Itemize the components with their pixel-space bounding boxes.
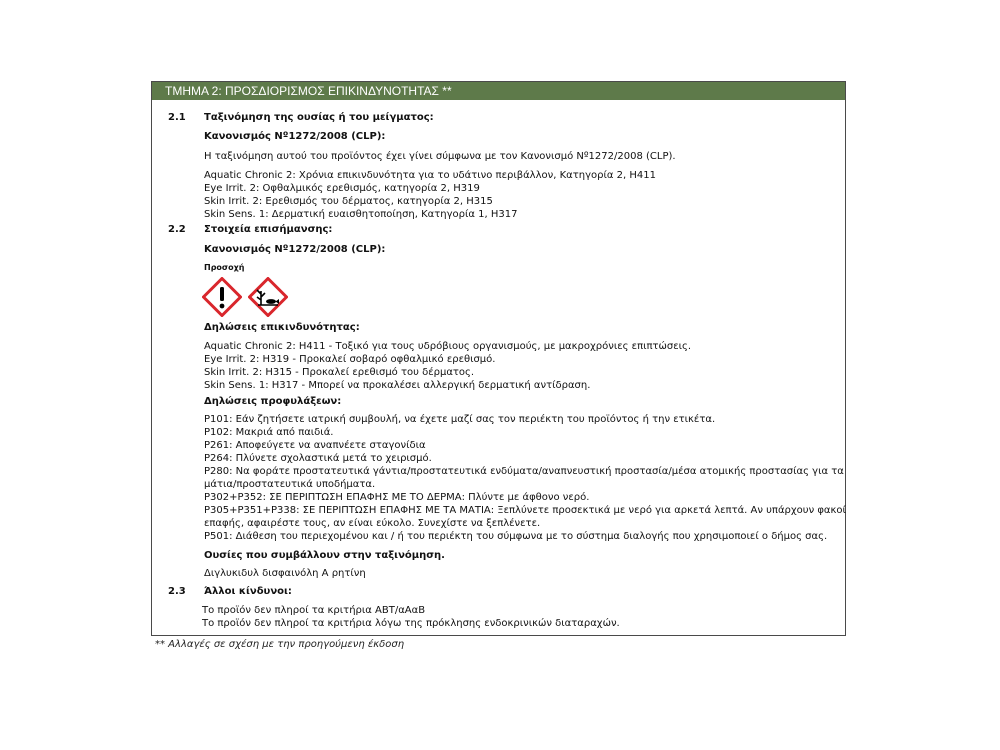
precaution-line: P102: Μακριά από παιδιά. [204, 427, 334, 438]
contributing-substances-heading: Ουσίες που συμβάλλουν στην ταξινόμηση. [204, 550, 445, 561]
precaution-line: P501: Διάθεση του περιεχομένου και / ή του περιέκτη του σύμφωνα με το σύστημα διαλογής που χρησιμοποιεί ο δήμος σας. [204, 531, 828, 542]
environment-pictogram [248, 277, 288, 317]
precaution-line: P261: Αποφεύγετε να αναπνέετε σταγονίδια [204, 440, 426, 451]
section-header: ΤΜΗΜΑ 2: ΠΡΟΣΔΙΟΡΙΣΜΟΣ ΕΠΙΚΙΝΔΥΝΟΤΗΤΑΣ ** [152, 82, 845, 100]
subsection-title-2-3: Άλλοι κίνδυνοι: [204, 586, 292, 597]
precaution-line: P101: Εάν ζητήσετε ιατρική συμβουλή, να έχετε μαζί σας τον περιέκτη του προϊόντος ή την ετικέτα. [204, 414, 716, 425]
signal-word: Προσοχή [204, 263, 245, 272]
hazard-statement-line: Skin Irrit. 2: H315 - Προκαλεί ερεθισμό του δέρματος. [204, 367, 475, 378]
contributing-substance: Διγλυκιδυλ δισφαινόλη Α ρητίνη [204, 568, 366, 579]
subsection-number-2-2: 2.2 [168, 224, 186, 235]
hazard-statement-line: Skin Sens. 1: H317 - Μπορεί να προκαλέσει αλλεργική δερματική αντίδραση. [204, 380, 591, 391]
precaution-line: P264: Πλύνετε σχολαστικά μετά το χειρισμό. [204, 453, 432, 464]
precautionary-statements-heading: Δηλώσεις προφυλάξεων: [204, 396, 342, 407]
subsection-title-2-1: Ταξινόμηση της ουσίας ή του μείγματος: [204, 112, 434, 123]
subsection-number-2-3: 2.3 [168, 586, 186, 597]
hazard-statements-heading: Δηλώσεις επικινδυνότητας: [204, 322, 360, 333]
section-2-box [151, 81, 846, 636]
exclamation-mark-pictogram [202, 277, 242, 317]
other-hazard-line: Το προϊόν δεν πληροί τα κριτήρια ΑΒΤ/αΑαΒ [202, 605, 426, 616]
classification-line: Skin Irrit. 2: Ερεθισμός του δέρματος, κατηγορία 2, H315 [204, 196, 493, 207]
footnote: ** Αλλαγές σε σχέση με την προηγούμενη έκδοση [155, 639, 405, 650]
precaution-line: P302+P352: ΣΕ ΠΕΡΙΠΤΩΣΗ ΕΠΑΦΗΣ ΜΕ ΤΟ ΔΕΡΜΑ: Πλύντε με άφθονο νερό. [204, 492, 590, 503]
classification-intro: Η ταξινόμηση αυτού του προϊόντος έχει γίνει σύμφωνα με τον Κανονισμό Nº1272/2008 (CLP). [204, 151, 676, 162]
classification-line: Skin Sens. 1: Δερματική ευαισθητοποίηση, Κατηγορία 1, H317 [204, 209, 518, 220]
hazard-statement-line: Aquatic Chronic 2: H411 - Τοξικό για τους υδρόβιους οργανισμούς, με μακροχρόνιες επιπτώσεις. [204, 341, 692, 352]
other-hazard-line: Το προϊόν δεν πληροί τα κριτήρια λόγω της πρόκλησης ενδοκρινικών διαταραχών. [202, 618, 620, 629]
classification-line: Eye Irrit. 2: Οφθαλμικός ερεθισμός, κατηγορία 2, H319 [204, 183, 480, 194]
precaution-line: μάτια/προστατευτικά υποδήματα. [204, 479, 376, 490]
classification-line: Aquatic Chronic 2: Χρόνια επικινδυνότητα για το υδάτινο περιβάλλον, Κατηγορία 2, H411 [204, 170, 656, 181]
hazard-statement-line: Eye Irrit. 2: H319 - Προκαλεί σοβαρό οφθαλμικό ερεθισμό. [204, 354, 496, 365]
subsection-number-2-1: 2.1 [168, 112, 186, 123]
subsection-title-2-2: Στοιχεία επισήμανσης: [204, 224, 333, 235]
precaution-line: P280: Να φοράτε προστατευτικά γάντια/προστατευτικά ενδύματα/αναπνευστική προστασία/μέσα ατομικής προστασίας για τα [204, 466, 844, 477]
precaution-line: P305+P351+P338: ΣΕ ΠΕΡΙΠΤΩΣΗ ΕΠΑΦΗΣ ΜΕ ΤΑ ΜΑΤΙΑ: Ξεπλύνετε προσεκτικά με νερό για αρκετά λεπτά. Αν υπάρχουν φακοί [204, 505, 846, 516]
regulation-heading-2-2: Κανονισμός Nº1272/2008 (CLP): [204, 244, 386, 255]
precaution-line: επαφής, αφαιρέστε τους, αν είναι εύκολο. Συνεχίστε να ξεπλένετε. [204, 518, 541, 529]
regulation-heading-2-1: Κανονισμός Nº1272/2008 (CLP): [204, 131, 386, 142]
